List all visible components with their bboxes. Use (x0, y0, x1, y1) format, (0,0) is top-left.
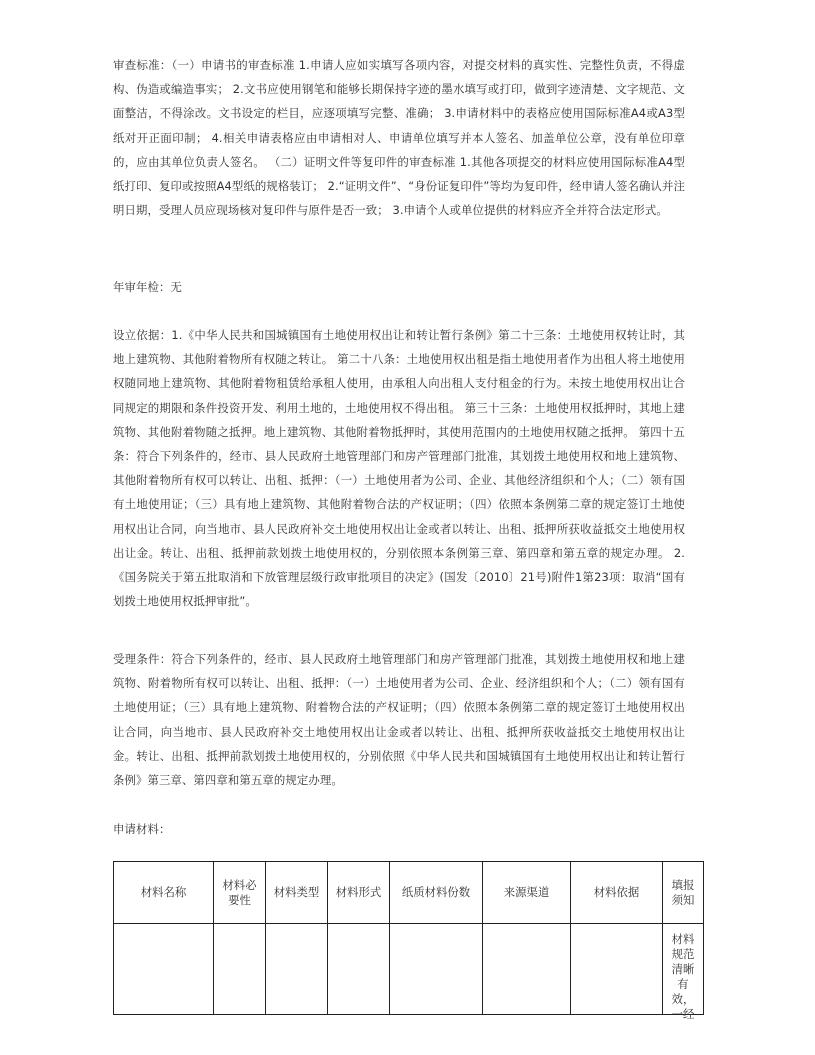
header-paper-copies: 纸质材料份数 (390, 862, 483, 924)
table-row (114, 924, 704, 1015)
header-material-name: 材料名称 (114, 862, 214, 924)
annual-inspection-paragraph: 年审年检：无 (113, 280, 182, 294)
header-material-form: 材料形式 (328, 862, 390, 924)
cell-source-channel (483, 924, 571, 1015)
header-material-basis: 材料依据 (571, 862, 663, 924)
cell-material-name (114, 924, 214, 1015)
review-standard-paragraph: 审查标准：（一）申请书的审查标准 1.申请人应如实填写各项内容，对提交材料的真实性、完整性负责，不得虚构、伪造或编造事实； 2.文书应使用钢笔和能够长期保持字迹的墨水填写或打印，做到字迹清楚、文字规范、文面整洁，不得涂改。文书设定的栏目，应逐项填写完整、准确； 3.申请材料中的表格应使用国际标准A4或A3型纸对开正面印制； 4.相关申请表格应由申请相对人、申请单位填写并本人签名、加盖单位公章，没有单位印章的，应由其单位负责人签名。 （二）证明文件等复印件的审查标准 1.其他各项提交的材料应使用国际标准A4型纸打印、复印或按照A4型纸的规格装订； 2.“证明文件”、“身份证复印件”等均为复印件，经申请人签名确认并注明日期，受理人员应现场核对复印件与原件是否一致； 3.申请个人或单位提供的材料应齐全并符合法定形式。 (113, 58, 685, 218)
legal-basis-paragraph: 设立依据：1.《中华人民共和国城镇国有土地使用权出让和转让暂行条例》第二十三条：土地使用权转让时，其地上建筑物、其他附着物所有权随之转让。 第二十八条：土地使用权出租是指土地使用者作为出租人将土地使用权随同地上建筑物、其他附着物租赁给承租人使用，由承租人向出租人支付租金的行为。未按土地使用权出让合同规定的期限和条件投资开发、利用土地的，土地使用权不得出租。 第三十三条：土地使用权抵押时，其地上建筑物、其他附着物随之抵押。地上建筑物、其他附着物抵押时，其使用范围内的土地使用权随之抵押。 第四十五条：符合下列条件的，经市、县人民政府土地管理部门和房产管理部门批准，其划拨土地使用权和地上建筑物、其他附着物所有权可以转让、出租、抵押：（一）土地使用者为公司、企业、其他经济组织和个人；（二）领有国有土地使用证；（三）具有地上建筑物、其他附着物合法的产权证明；（四）依照本条例第二章的规定签订土地使用权出让合同，向当地市、县人民政府补交土地使用权出让金或者以转让、出租、抵押所获收益抵交土地使用权出让金。转让、出租、抵押前款划拨土地使用权的，分别依照本条例第三章、第四章和第五章的规定办理。 2.《国务院关于第五批取消和下放管理层级行政审批项目的决定》(国发〔2010〕21号)附件1第23项：取消“国有划拨土地使用权抵押审批”。 (113, 328, 685, 609)
table-header-row (114, 862, 704, 924)
cell-paper-copies (390, 924, 483, 1015)
cell-material-necessity (214, 924, 266, 1015)
header-material-necessity: 材料必要性 (214, 862, 266, 924)
filling-notice-text: 材料规范清晰有效，一经 (671, 932, 695, 1021)
acceptance-conditions-paragraph: 受理条件：符合下列条件的，经市、县人民政府土地管理部门和房产管理部门批准，其划拨土地使用权和地上建筑物、附着物所有权可以转让、出租、抵押：（一）土地使用者为公司、企业、经济组织和个人；（二）领有国有土地使用证；（三）具有地上建筑物、附着物合法的产权证明；（四）依照本条例第二章的规定签订土地使用权出让合同，向当地市、县人民政府补交土地使用权出让金或者以转让、出租、抵押所获收益抵交土地使用权出让金。转让、出租、抵押前款划拨土地使用权的，分别依照《中华人民共和国城镇国有土地使用权出让和转让暂行条例》第三章、第四章和第五章的规定办理。 (113, 652, 685, 788)
header-material-type: 材料类型 (266, 862, 328, 924)
cell-material-form (328, 924, 390, 1015)
header-filling-notice: 填报须知 (663, 862, 704, 924)
materials-table (113, 861, 704, 1021)
cell-material-basis (571, 924, 663, 1015)
header-source-channel: 来源渠道 (483, 862, 571, 924)
cell-filling-notice (663, 924, 704, 1021)
cell-material-type (266, 924, 328, 1015)
materials-label: 申请材料： (113, 822, 171, 836)
